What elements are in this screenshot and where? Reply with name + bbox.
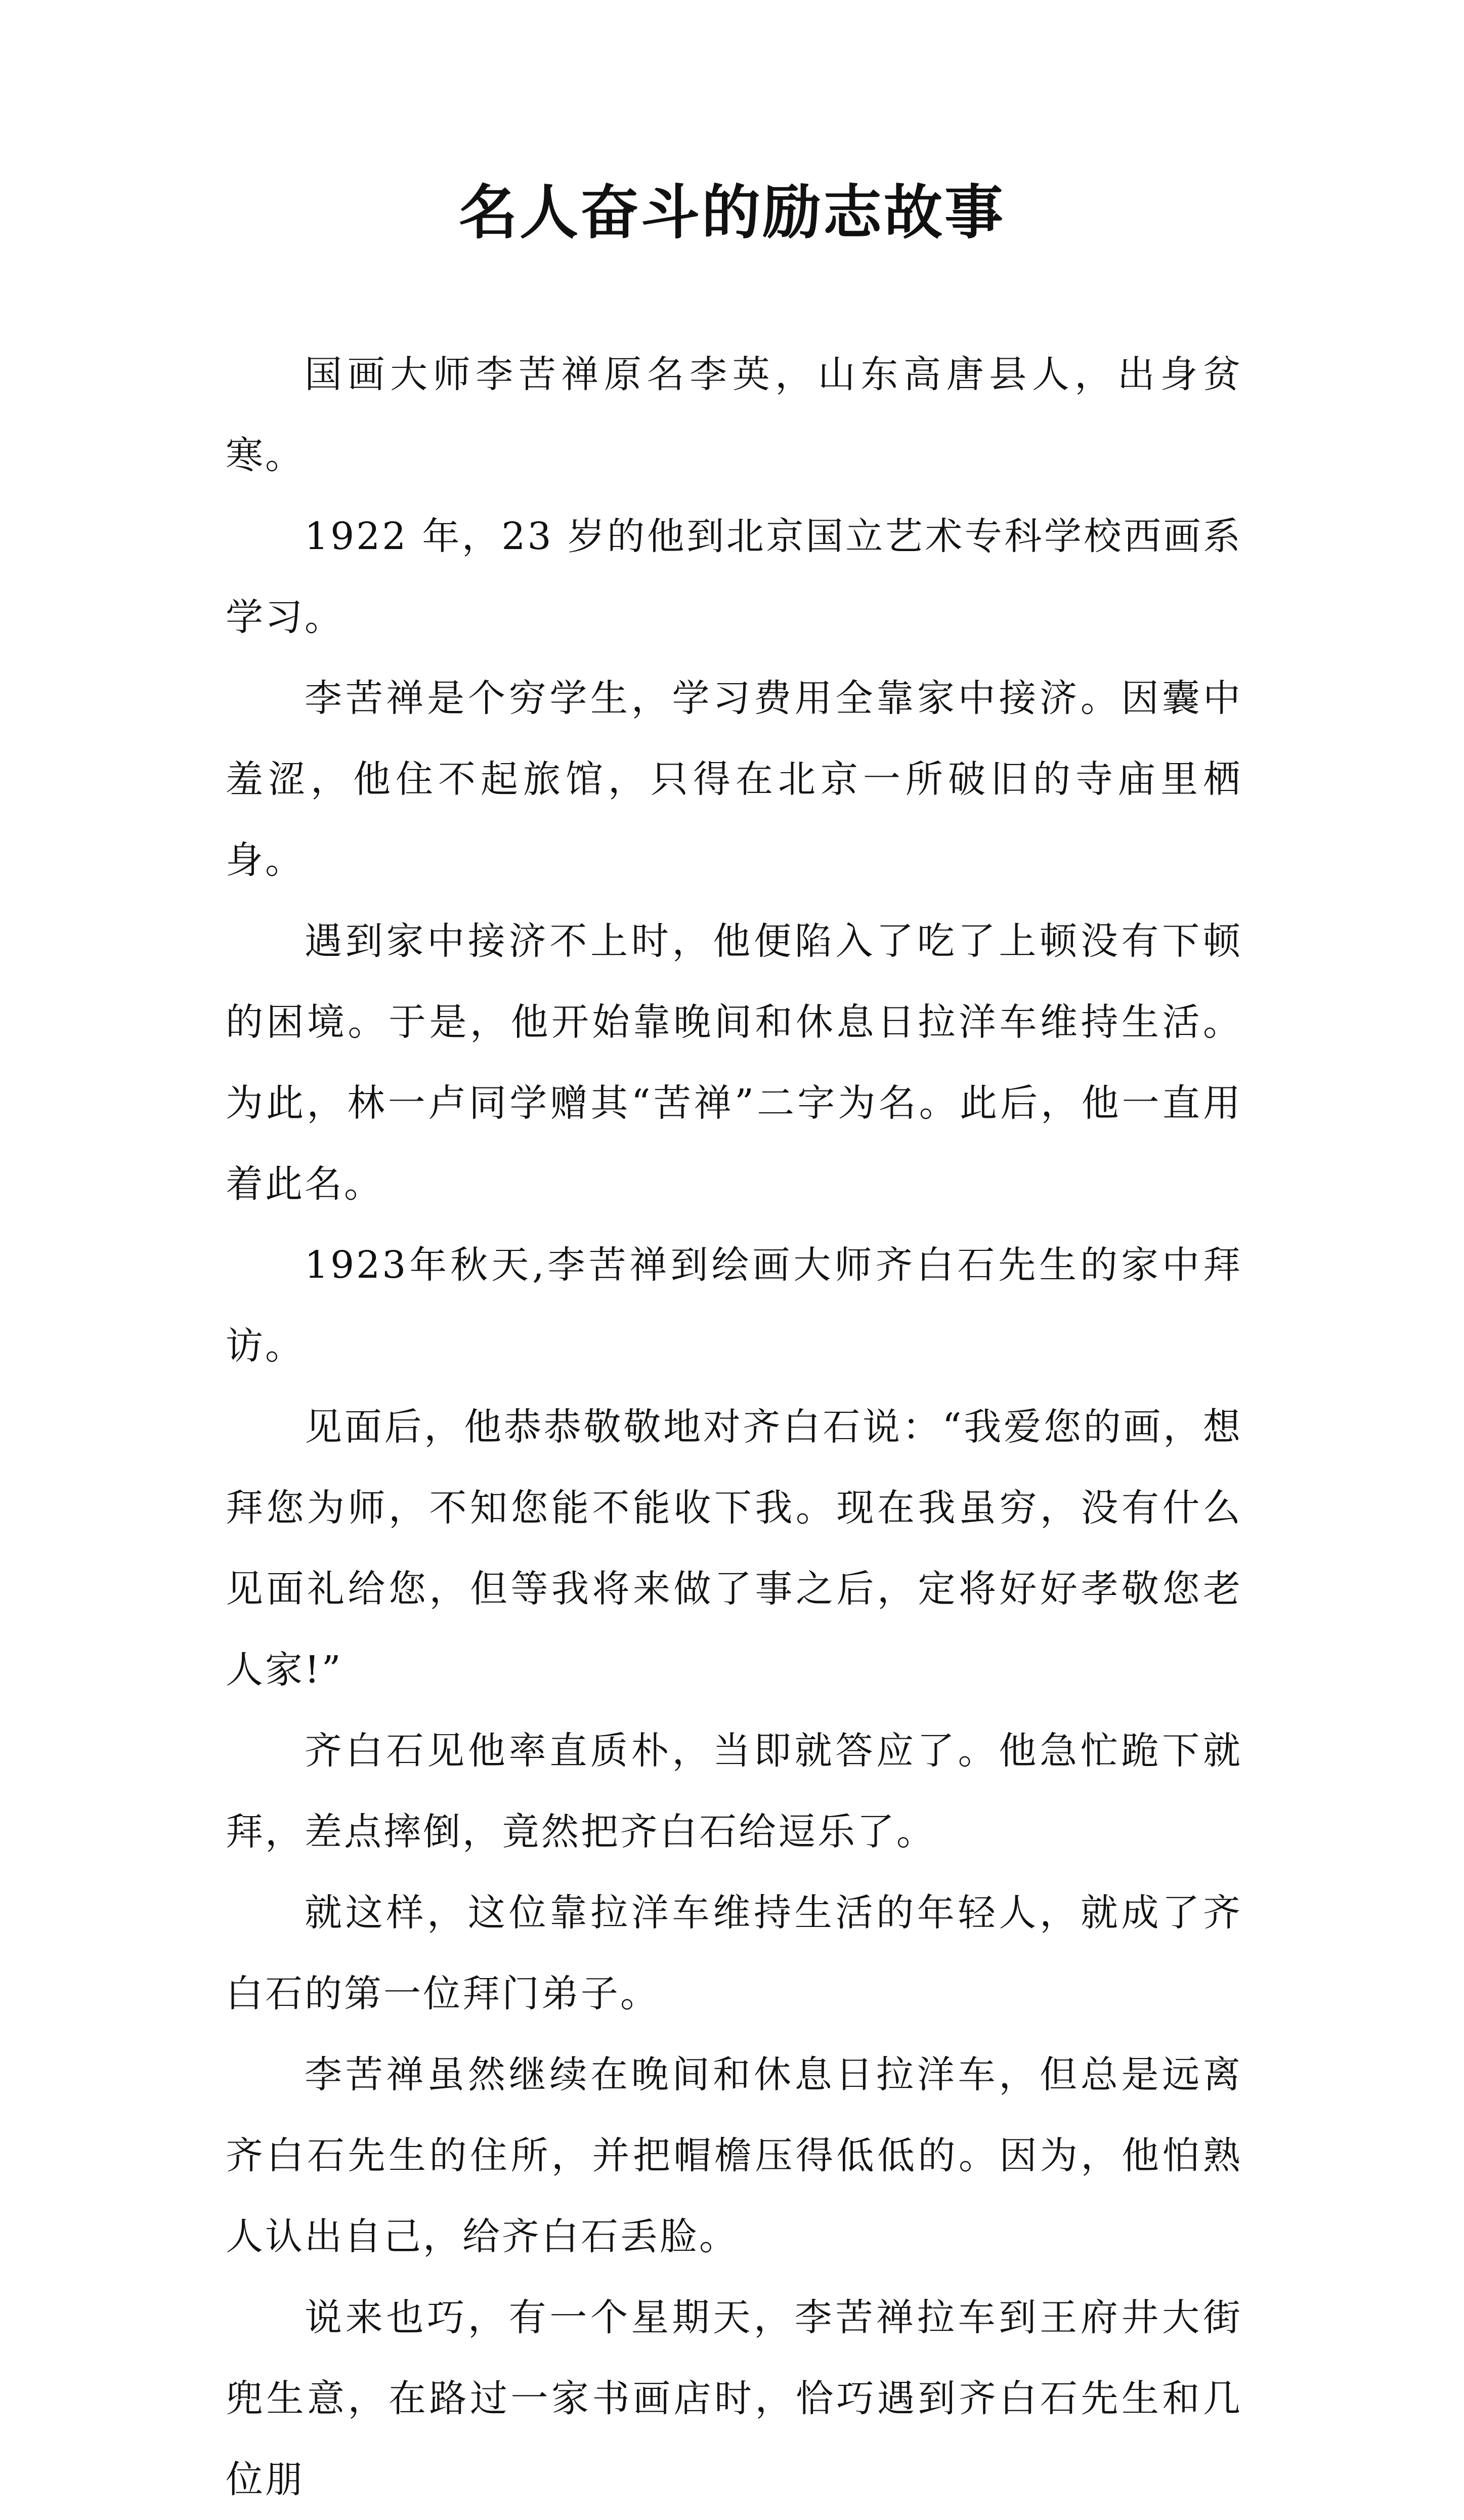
paragraph: 1922 年，23 岁的他到北京国立艺术专科学校西画系学习。	[226, 515, 1242, 639]
document-body	[226, 334, 1242, 2520]
document-title: 名人奋斗的励志故事	[459, 178, 1005, 247]
paragraph: 1923年秋天,李苦禅到绘画大师齐白石先生的家中拜访。	[226, 1243, 1242, 1368]
paragraph: 见面后，他恭恭敬敬地对齐白石说：“我爱您的画，想拜您为师，不知您能不能收下我。现在我虽穷，没有什么见面礼给您，但等我将来做了事之后，定将好好孝敬您老人家!”	[226, 1405, 1242, 1692]
paragraph: 遇到家中接济不上时，他便陷入了吃了上顿没有下顿的困境。于是，他开始靠晚间和休息日拉洋车维持生活。为此，林一卢同学赠其“苦禅”二字为名。此后，他一直用着此名。	[226, 919, 1242, 1206]
paragraph: 国画大师李苦禅原名李英，山东高唐县人，出身贫寒。	[226, 353, 1242, 477]
paragraph: 就这样，这位靠拉洋车维持生活的年轻人，就成了齐白石的第一位拜门弟子。	[226, 1891, 1242, 2015]
paragraph: 说来也巧，有一个星期天，李苦禅拉车到王府井大街兜生意，在路过一家书画店时，恰巧遇到齐白石先生和几位朋	[226, 2296, 1242, 2501]
paragraph: 齐白石见他率直质朴，当即就答应了。他急忙跪下就拜，差点摔倒，竟然把齐白石给逗乐了。	[226, 1729, 1242, 1854]
paragraph: 李苦禅是个穷学生，学习费用全靠家中接济。因囊中羞涩，他住不起旅馆，只得在北京一所破旧的寺庙里栖身。	[226, 677, 1242, 882]
paragraph: 李苦禅虽然继续在晚间和休息日拉洋车，但总是远离齐白石先生的住所，并把帽檐压得低低的。因为，他怕熟人认出自己，给齐白石丢脸。	[226, 2053, 1242, 2258]
